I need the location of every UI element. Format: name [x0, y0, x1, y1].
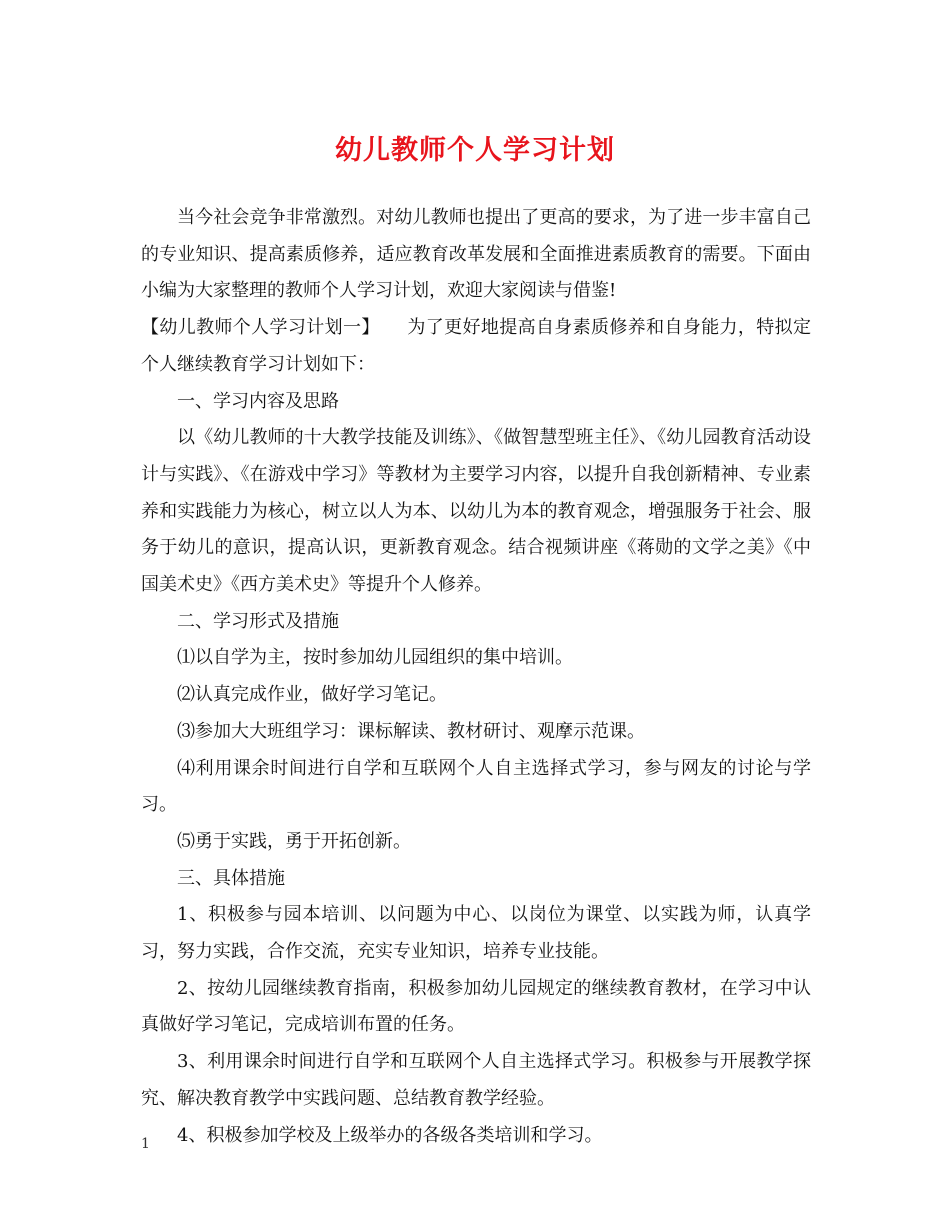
- paragraph: ⑴以自学为主，按时参加幼儿园组织的集中培训。: [177, 647, 573, 669]
- paragraph: 2、按幼儿园继续教育指南，积极参加幼儿园规定的继续教育教材，在学习中认真做好学习笔记，完成培训布置的任务。: [141, 977, 811, 1036]
- paragraph: 二、学习形式及措施: [177, 610, 339, 632]
- paragraph: 三、具体措施: [177, 867, 285, 889]
- paragraph: ⑶参加大大班组学习：课标解读、教材研讨、观摩示范课。: [177, 720, 645, 742]
- paragraph: 当今社会竞争非常激烈。对幼儿教师也提出了更高的要求，为了进一步丰富自己的专业知识、提高素质修养，适应教育改革发展和全面推进素质教育的需要。下面由小编为大家整理的教师个人学习计划，欢迎大家阅读与借鉴!: [141, 207, 811, 302]
- document-body: [141, 200, 811, 1154]
- paragraph: ⑸勇于实践，勇于开拓创新。: [177, 830, 411, 852]
- paragraph: 4、积极参加学校及上级举办的各级各类培训和学习。: [177, 1124, 603, 1146]
- paragraph: 1、积极参与园本培训、以问题为中心、以岗位为课堂、以实践为师，认真学习，努力实践，合作交流，充实专业知识，培养专业技能。: [141, 904, 811, 963]
- paragraph: 【幼儿教师个人学习计划一】 为了更好地提高自身素质修养和自身能力，特拟定个人继续教育学习计划如下：: [141, 317, 811, 375]
- paragraph: 3、利用课余时间进行自学和互联网个人自主选择式学习。积极参与开展教学探究、解决教育教学中实践问题、总结教育教学经验。: [141, 1051, 811, 1109]
- document-title: 幼儿教师个人学习计划: [335, 135, 615, 166]
- page-number: 1: [141, 1136, 150, 1152]
- paragraph: ⑵认真完成作业，做好学习笔记。: [177, 684, 447, 706]
- paragraph: ⑷利用课余时间进行自学和互联网个人自主选择式学习，参与网友的讨论与学习。: [141, 757, 811, 816]
- paragraph: 一、学习内容及思路: [177, 390, 339, 412]
- paragraph: 以《幼儿教师的十大教学技能及训练》、《做智慧型班主任》、《幼儿园教育活动设计与实践》、《在游戏中学习》等教材为主要学习内容，以提升自我创新精神、专业素养和实践能力为核心，树立以人为本、以幼儿为本的教育观念，增强服务于社会、服务于幼儿的意识，提高认识，更新教育观念。结合视频讲座《蒋勋的文学之美》《中国美术史》《西方美术史》等提升个人修养。: [141, 427, 811, 596]
